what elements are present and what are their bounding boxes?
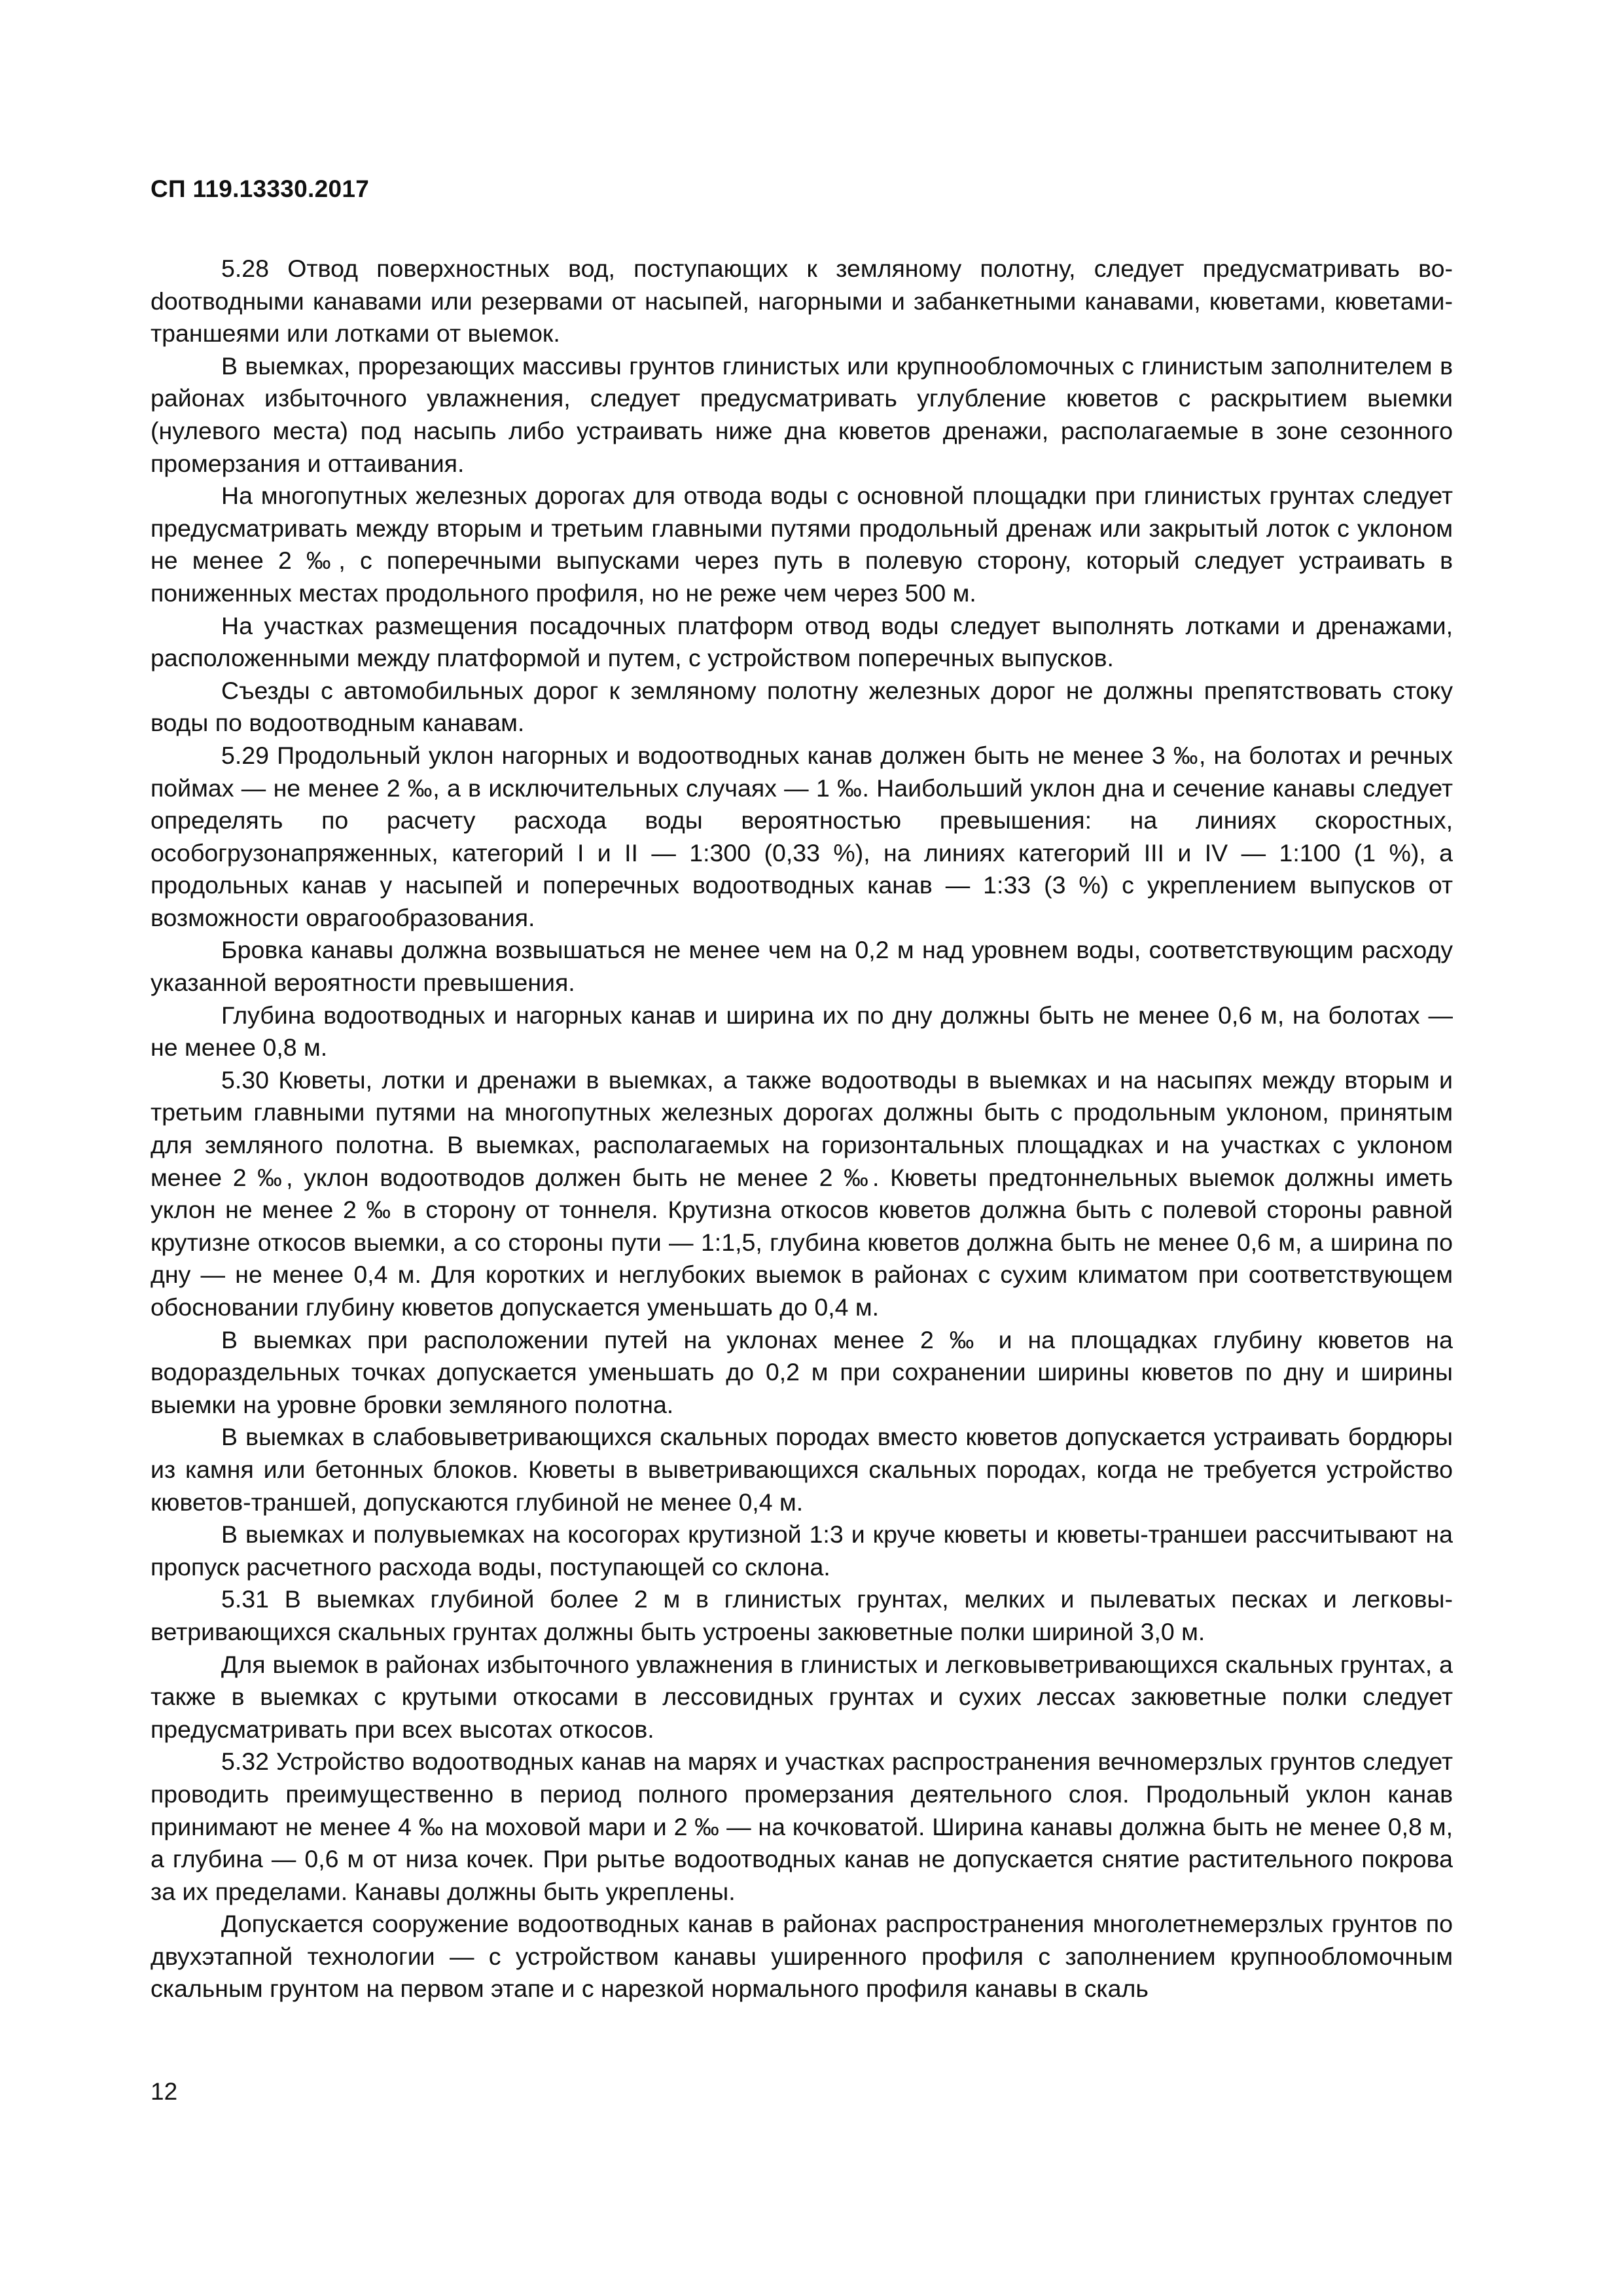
paragraph: Допускается сооружение водоотводных канав в районах распространения многолетнемерзлых грунтов по двухэтапной технологии — с устройством канавы уширенного профиля с заполнением крупнообломочным скальным грунтом на первом этапе и с нарезкой нормального профиля канавы в скаль	[151, 1910, 1453, 2003]
paragraph: Глубина водоотводных и нагорных канав и ширина их по дну должны быть не менее 0,6 м, на болотах — не менее 0,8 м.	[151, 1001, 1453, 1062]
paragraph-5-28: 5.28 Отвод поверхностных вод, поступающих к земляному полотну, следует предусматривать воdоотводными канавами или резервами от насыпей, нагорными и забанкетными канавами, кюветами, кюветами-траншеями или лотками от выемок.	[151, 255, 1453, 348]
document-body	[151, 253, 1453, 2005]
paragraph: Бровка канавы должна возвышаться не менее чем на 0,2 м над уровнем воды, соответствующим расходу указанной вероятности превышения.	[151, 936, 1453, 997]
paragraph: В выемках при расположении путей на уклонах менее 2 ‰ и на площадках глубину кюветов на водораздельных точках допускается уменьшать до 0,2 м при сохранении ширины кюветов по дну и ширины выемки на уровне бровки земляного полотна.	[151, 1325, 1453, 1418]
paragraph-5-30: 5.30 Кюветы, лотки и дренажи в выемках, а также водоотводы в выемках и на насыпях между вторым и третьим главными путями на многопутных железных дорогах должны быть с продольным уклоном, принятым для земляного полотна. В выемках, располагаемых на горизонтальных площадках и на участках с уклоном менее 2 ‰, уклон водоотводов должен быть не менее 2 ‰. Кюветы предтоннельных выемок должны иметь уклон не менее 2 ‰ в сторону от тоннеля. Крутизна откосов кюветов должна быть с полевой стороны равной крутизне откосов выемки, а со стороны пути — 1:1,5, глубина кюветов должна быть не менее 0,6 м, а ширина по дну — не менее 0,4 м. Для коротких и неглубоких выемок в районах с сухим климатом при соответствующем обосновании глубину кюветов допускается уменьшать до 0,4 м.	[151, 1066, 1453, 1321]
paragraph-5-29: 5.29 Продольный уклон нагорных и водоотводных канав должен быть не менее 3 ‰, на болотах и речных поймах — не менее 2 ‰, а в исключительных случаях — 1 ‰. Наибольший уклон дна и сечение канавы следует определять по расчету расхода воды вероятностью превышения: на линиях скоростных, особогрузонапряженных, категорий I и II — 1:300 (0,33 %), на линиях категорий III и IV — 1:100 (1 %), а продольных канав у насыпей и поперечных водоотводных канав — 1:33 (3 %) с укреплением выпусков от возможности оврагообразования.	[151, 741, 1453, 931]
paragraph: Для выемок в районах избыточного увлажнения в глинистых и легковыветривающихся скальных грунтах, а также в выемках с крутыми откосами в лессовидных грунтах и сухих лессах закюветные полки следует предусматривать при всех высотах откосов.	[151, 1650, 1453, 1743]
paragraph-5-32: 5.32 Устройство водоотводных канав на марях и участках распространения вечномерзлых грунтов следует проводить преимущественно в период полного промерзания деятельного слоя. Продольный уклон канав принимают не менее 4 ‰ на моховой мари и 2 ‰ — на кочковатой. Ширина канавы должна быть не менее 0,8 м, а глубина — 0,6 м от низа кочек. При рытье водоотводных канав не допускается снятие растительного покрова за их пределами. Канавы должны быть укреплены.	[151, 1748, 1453, 1905]
paragraph: В выемках в слабовыветривающихся скальных породах вместо кюветов допускается устраивать бордюры из камня или бетонных блоков. Кюветы в выветривающихся скальных породах, когда не требуется устройство кюветов-траншей, допускаются глубиной не менее 0,4 м.	[151, 1423, 1453, 1516]
document-code-header: СП 119.13330.2017	[151, 175, 370, 202]
paragraph: На участках размещения посадочных платформ отвод воды следует выполнять лотками и дренажами, расположенными между платформой и путем, с устройством поперечных выпусков.	[151, 611, 1453, 672]
paragraph: Съезды с автомобильных дорог к земляному полотну железных дорог не должны препятствовать стоку воды по водоотводным канавам.	[151, 676, 1453, 737]
paragraph: На многопутных железных дорогах для отвода воды с основной площадки при глинистых грунтах следует предусматривать между вторым и третьим главными путями продольный дренаж или закрытый лоток с уклоном не менее 2 ‰, с поперечными выпусками через путь в полевую сторону, который следует устраивать в пониженных местах продольного профиля, но не реже чем через 500 м.	[151, 482, 1453, 607]
paragraph-5-31: 5.31 В выемках глубиной более 2 м в глинистых грунтах, мелких и пылеватых песках и легковыветривающихся скальных грунтах должны быть устроены закюветные полки шириной 3,0 м.	[151, 1585, 1453, 1645]
paragraph: В выемках, прорезающих массивы грунтов глинистых или крупнообломочных с глинистым заполнителем в районах избыточного увлажнения, следует предусматривать углубление кюветов с раскрытием выемки (нулевого места) под насыпь либо устраивать ниже дна кюветов дренажи, располагаемые в зоне сезонного промерзания и оттаивания.	[151, 351, 1453, 477]
paragraph: В выемках и полувыемках на косогорах крутизной 1:3 и круче кюветы и кюветы-траншеи рассчитывают на пропуск расчетного расхода воды, поступающей со склона.	[151, 1520, 1453, 1581]
page-number: 12	[151, 2078, 178, 2105]
